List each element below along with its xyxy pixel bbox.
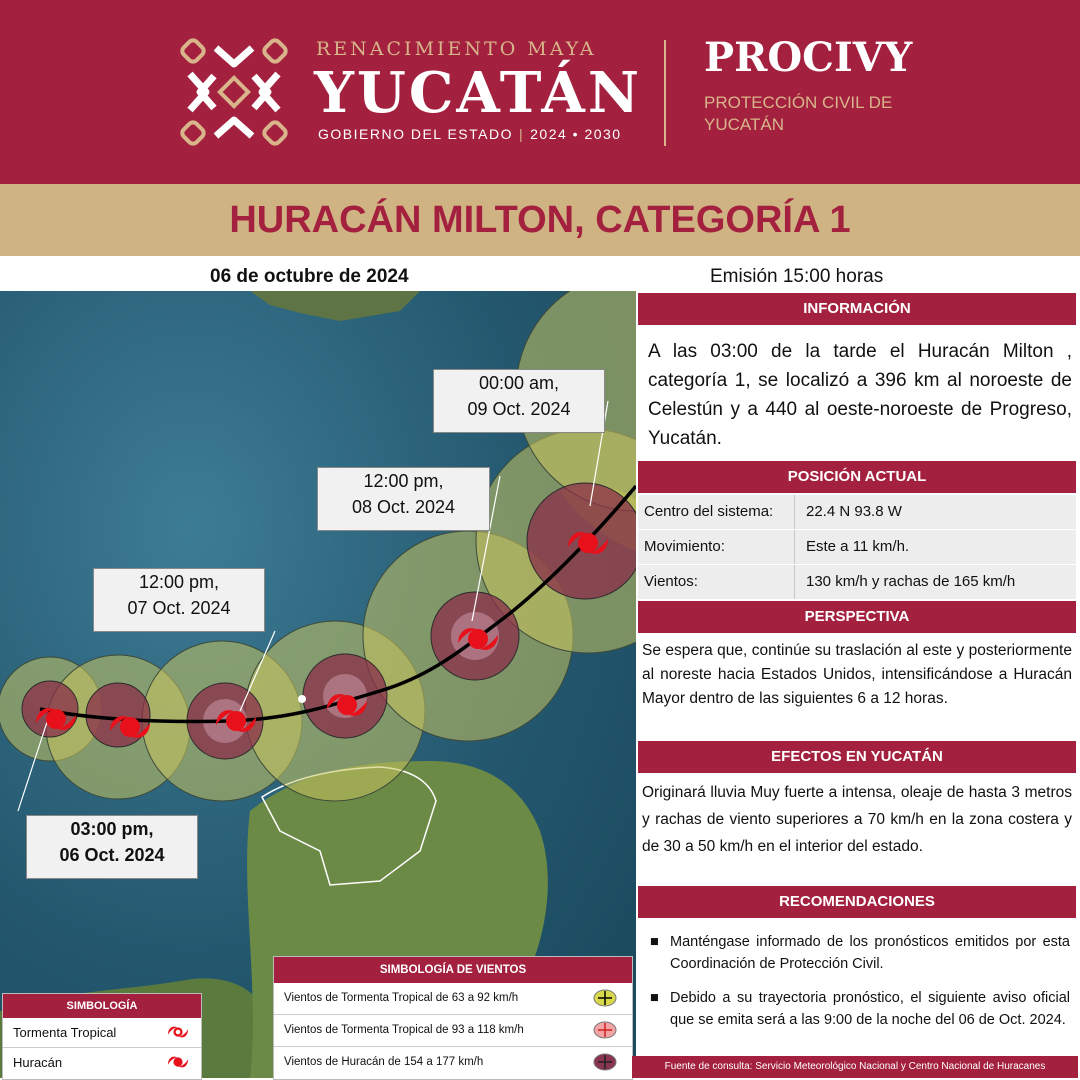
government-title: YUCATÁN [314,60,643,126]
section-recommendations-title: RECOMENDACIONES [638,886,1076,918]
wind-legend-title: SIMBOLOGÍA DE VIENTOS [274,957,632,983]
symbol-legend-row [3,1048,201,1077]
callout-date: 06 Oct. 2024 [59,845,165,865]
track-point [298,695,306,703]
position-value: 130 km/h y rachas de 165 km/h [806,573,1016,590]
forecast-callout-0600 [26,815,198,879]
callout-time: 03:00 pm, [70,819,154,839]
tropical-storm-icon [167,1021,189,1043]
forecast-callout-0700 [93,568,265,632]
bullet-icon: ■ [650,934,659,950]
symbol-legend-label: Huracán [13,1055,63,1070]
section-info-title: INFORMACIÓN [638,293,1076,325]
ts-high-wind-icon [592,1020,618,1040]
position-value: Este a 11 km/h. [806,538,910,555]
info-text: A las 03:00 de la tarde el Huracán Milton , categoría 1, se localizó a 396 km al noroeste de Celestún y a 440 al oeste-noroeste de Progreso, Yucatán. [648,341,1072,449]
government-subtitle: RENACIMIENTO MAYA [316,38,597,60]
position-value: 22.4 N 93.8 W [806,503,902,520]
wind-legend-label: Vientos de Tormenta Tropical de 63 a 92 km/h [284,992,519,1004]
bullet-icon: ■ [650,990,659,1006]
section-effects-title: EFECTOS EN YUCATÁN [638,741,1076,773]
footer-separator: | [518,126,525,142]
callout-date: 07 Oct. 2024 [127,598,231,618]
government-footer [318,126,622,142]
wind-legend [273,956,633,1080]
position-row [638,530,1076,565]
symbol-legend-label: Tormenta Tropical [13,1025,117,1040]
recommendation-item [646,931,1070,975]
wind-legend-row [274,1047,632,1078]
callout-date: 09 Oct. 2024 [467,399,571,419]
callout-time: 12:00 pm, [138,572,220,592]
source-note: Fuente de consulta: Servicio Meteorológico Nacional y Centro Nacional de Huracanes [632,1056,1078,1078]
agency-title: PROCIVY [704,34,913,81]
info-panel [636,291,1080,1078]
recommendation-text: Manténgase informado de los pronósticos emitidos por esta Coordinación de Protección Civil. [670,934,1070,972]
recommendation-text: Debido a su trayectoria pronóstico, el siguiente aviso oficial que se emita será a las 9:00 de la noche del 06 de Oct. 2024. [670,990,1070,1028]
agency-subtitle: PROTECCIÓN CIVIL DE YUCATÁN [704,93,893,134]
position-label: Centro del sistema: [644,503,774,520]
callout-time: 00:00 am, [478,373,560,393]
symbol-legend-title: SIMBOLOGÍA [3,994,201,1018]
position-row [638,565,1076,600]
forecast-callout-0800 [317,467,490,531]
symbol-legend [2,993,202,1080]
hurricane-wind-icon [592,1052,618,1072]
cell-divider [794,495,795,529]
yucatan-logo [178,36,290,148]
recommendations-list [646,931,1070,1043]
section-outlook-title: PERSPECTIVA [638,601,1076,633]
position-label: Movimiento: [644,538,725,555]
outlook-text: Se espera que, continúe su traslación al este y posteriormente al noreste hacia Estados Unidos, intensificándose a Huracán Mayor dentro de las siguientes 6 a 12 horas. [642,642,1072,707]
wind-legend-row [274,1015,632,1047]
section-position-title: POSICIÓN ACTUAL [638,461,1076,493]
government-footer-left: GOBIERNO DEL ESTADO [318,126,513,142]
position-row [638,495,1076,530]
recommendation-item [646,987,1070,1031]
effects-text: Originará lluvia Muy fuerte a intensa, oleaje de hasta 3 metros y rachas de viento superiores a 70 km/h en la zona costera y de 30 a 50 km/h en el interior del estado. [642,784,1072,855]
symbol-legend-row [3,1018,201,1048]
forecast-callout-0900 [433,369,605,433]
wind-legend-row [274,983,632,1015]
cell-divider [794,565,795,599]
wind-legend-label: Vientos de Tormenta Tropical de 93 a 118 km/h [284,1024,524,1036]
wind-legend-label: Vientos de Huracán de 154 a 177 km/h [284,1056,484,1068]
callout-date: 08 Oct. 2024 [351,497,456,517]
title-banner [0,184,1080,256]
emission-time: Emisión 15:00 horas [710,266,884,287]
position-table [638,495,1076,600]
cell-divider [794,530,795,564]
position-label: Vientos: [644,573,698,590]
hurricane-icon [167,1051,189,1073]
bulletin-title: HURACÁN MILTON, CATEGORÍA 1 [229,199,851,241]
header [0,0,1080,184]
ts-low-wind-icon [592,988,618,1008]
bulletin-date: 06 de octubre de 2024 [210,266,409,287]
header-divider [664,40,666,146]
callout-time: 12:00 pm, [363,471,444,491]
government-footer-years: 2024 • 2030 [530,126,622,142]
